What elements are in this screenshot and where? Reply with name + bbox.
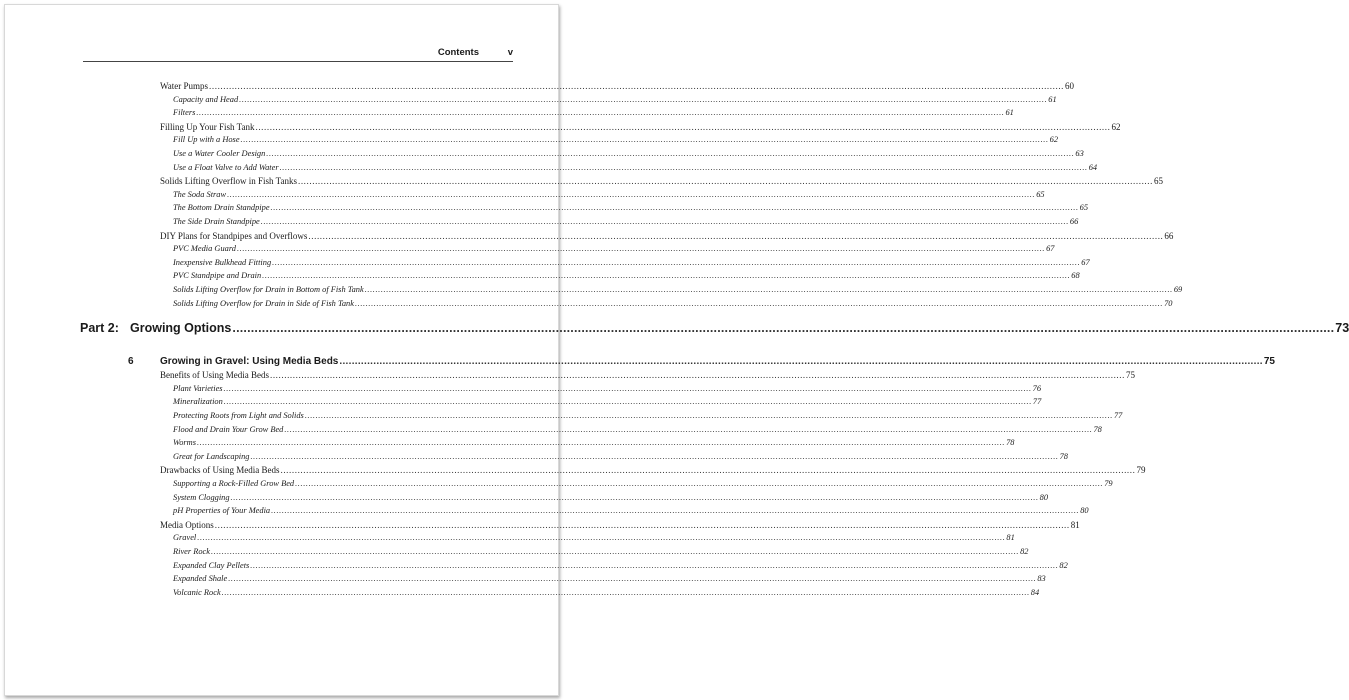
toc-entry-page: 65 [1153,176,1163,187]
toc-entry-title: Mineralization [173,397,223,407]
toc-subsection-entry [173,189,1045,199]
dot-leader: ............................................................................................................................................................................................................................................................................................................ [240,135,1049,145]
toc-entry-title: River Rock [173,547,210,556]
toc-subsection-entry [173,438,1015,448]
dot-leader: ............................................................................................................................................................................................................................................................................................................ [304,411,1113,420]
toc-entry-title: Gravel [173,533,197,543]
toc-subsection-entry [173,271,1080,281]
toc-entry-title: Solids Lifting Overflow for Drain in Bottom of Fish Tank [173,285,364,294]
toc-subsection-entry [173,424,1102,434]
toc-entry-page: 67 [1081,257,1090,267]
toc-entry-page: 64 [1088,162,1098,172]
toc-subsection-entry [173,506,1089,516]
toc-entry-title: Expanded Shale [173,574,228,584]
toc-entry-page: 81 [1070,519,1080,530]
header-page-number: v [507,47,513,58]
toc-entry-title: PVC Media Guard [173,244,236,254]
toc-subsection-entry [173,298,1173,308]
dot-leader: ............................................................................................................................................................................................................................................................................................................ [210,547,1020,556]
toc-entry-page: 65 [1036,189,1045,199]
dot-leader: ............................................................................................................................................................................................................................................................................................................ [269,370,1125,381]
toc-chapter-entry [128,356,1275,368]
toc-subsection-entry [173,162,1098,172]
dot-leader: ............................................................................................................................................................................................................................................................................................................ [270,203,1079,213]
toc-subsection-entry [173,411,1123,420]
toc-entry-title: Expanded Clay Pellets [173,560,250,570]
dot-leader: ............................................................................................................................................................................................................................................................................................................ [308,230,1164,241]
toc-section-entry [160,465,1146,476]
toc-entry-title: Worms [173,438,196,448]
toc-entry-title: Solids Lifting Overflow for Drain in Side of Fish Tank [173,298,354,308]
dot-leader: ............................................................................................................................................................................................................................................................................................................ [196,438,1006,448]
toc-entry-page: 62 [1049,135,1059,145]
dot-leader: ............................................................................................................................................................................................................................................................................................................ [295,479,1104,488]
toc-subsection-entry [173,108,1014,118]
toc-entry-page: 76 [1032,383,1042,393]
toc-entry-page: 82 [1020,547,1029,556]
toc-entry-page: 82 [1059,560,1068,570]
dot-leader: ............................................................................................................................................................................................................................................................................................................ [239,94,1048,104]
toc-entry-page: 80 [1039,492,1049,502]
header-title: Contents [437,47,479,58]
toc-entry-page: 78 [1006,438,1015,448]
dot-leader: ............................................................................................................................................................................................................................................................................................................ [260,217,1069,226]
toc-entry-page: 61 [1005,108,1014,118]
toc-entry-page: 69 [1173,285,1183,294]
toc-section-entry [160,176,1163,187]
toc-subsection-entry [173,451,1068,461]
dot-leader: ............................................................................................................................................................................................................................................................................................................ [230,492,1039,502]
toc-section-entry [160,81,1075,91]
toc-entry-page: 78 [1093,424,1102,434]
toc-entry-number: Part 2: [80,321,119,336]
toc-entry-page: 77 [1113,411,1123,420]
toc-entry-page: 63 [1075,149,1084,158]
toc-entry-page: 80 [1080,506,1089,516]
dot-leader: ............................................................................................................................................................................................................................................................................................................ [232,321,1335,336]
dot-leader: ............................................................................................................................................................................................................................................................................................................ [266,149,1075,158]
toc-entry-page: 78 [1059,451,1068,461]
dot-leader: ............................................................................................................................................................................................................................................................................................................ [280,465,1136,476]
toc-subsection-entry [173,203,1089,213]
toc-entry-title: System Clogging [173,492,230,502]
toc-entry-number: 6 [128,356,134,368]
toc-subsection-entry [173,94,1057,104]
toc-entry-page: 70 [1164,298,1173,308]
toc-entry-page: 83 [1037,574,1046,584]
toc-subsection-entry [173,533,1015,543]
toc-section-entry [160,230,1174,241]
dot-leader: ............................................................................................................................................................................................................................................................................................................ [255,121,1111,132]
toc-subsection-entry [173,574,1046,584]
toc-section-entry [160,519,1080,530]
toc-entry-title: Drawbacks of Using Media Beds [160,465,280,476]
dot-leader: ............................................................................................................................................................................................................................................................................................................ [236,244,1046,254]
dot-leader: ............................................................................................................................................................................................................................................................................................................ [227,189,1036,199]
dot-leader: ............................................................................................................................................................................................................................................................................................................ [197,533,1006,543]
dot-leader: ............................................................................................................................................................................................................................................................................................................ [221,587,1030,597]
dot-leader: ............................................................................................................................................................................................................................................................................................................ [223,397,1032,407]
toc-entry-page: 68 [1071,271,1080,281]
toc-entry-title: Media Options [160,519,214,530]
toc-entry-title: Plant Varieties [173,383,223,393]
toc-subsection-entry [173,217,1079,226]
toc-entry-title: Supporting a Rock-Filled Grow Bed [173,479,295,488]
running-header [83,43,513,62]
toc-entry-title: Inexpensive Bulkhead Fitting [173,257,272,267]
toc-entry-page: 75 [1263,356,1275,368]
dot-leader: ............................................................................................................................................................................................................................................................................................................ [228,574,1037,584]
toc-subsection-entry [173,397,1042,407]
toc-entry-page: 77 [1032,397,1042,407]
dot-leader: ............................................................................................................................................................................................................................................................................................................ [339,356,1263,368]
dot-leader: ............................................................................................................................................................................................................................................................................................................ [272,257,1081,267]
toc-entry-page: 62 [1111,121,1121,132]
dot-leader: ............................................................................................................................................................................................................................................................................................................ [271,506,1080,516]
toc-entry-title: Filters [173,108,196,118]
toc-entry-page: 60 [1065,81,1075,91]
toc-entry-title: Flood and Drain Your Grow Bed [173,424,284,434]
toc-subsection-entry [173,479,1113,488]
toc-entry-title: Great for Landscaping [173,451,250,461]
dot-leader: ............................................................................................................................................................................................................................................................................................................ [223,383,1032,393]
toc-entry-page: 65 [1079,203,1089,213]
dot-leader: ............................................................................................................................................................................................................................................................................................................ [250,560,1059,570]
toc-entry-title: Benefits of Using Media Beds [160,370,269,381]
toc-entry-page: 61 [1048,94,1057,104]
toc-section-entry [160,121,1121,132]
toc-entry-title: Filling Up Your Fish Tank [160,121,255,132]
toc-entry-page: 84 [1030,587,1040,597]
toc-subsection-entry [173,547,1029,556]
toc-entry-page: 79 [1136,465,1146,476]
toc-entry-title: PVC Standpipe and Drain [173,271,262,281]
toc-entry-title: Use a Water Cooler Design [173,149,266,158]
dot-leader: ............................................................................................................................................................................................................................................................................................................ [364,285,1173,294]
toc-entry-title: The Bottom Drain Standpipe [173,203,270,213]
toc-subsection-entry [173,560,1068,570]
toc-entry-page: 66 [1069,217,1079,226]
toc-entry-title: Protecting Roots from Light and Solids [173,411,304,420]
toc-section-entry [160,370,1135,381]
toc-entry-title: pH Properties of Your Media [173,506,271,516]
dot-leader: ............................................................................................................................................................................................................................................................................................................ [297,176,1153,187]
dot-leader: ............................................................................................................................................................................................................................................................................................................ [279,162,1088,172]
dot-leader: ............................................................................................................................................................................................................................................................................................................ [196,108,1005,118]
toc-entry-title: DIY Plans for Standpipes and Overflows [160,230,308,241]
toc-subsection-entry [173,244,1055,254]
toc-entry-page: 81 [1006,533,1015,543]
toc-entry-title: Volcanic Rock [173,587,221,597]
toc-entry-page: 75 [1125,370,1135,381]
toc-subsection-entry [173,492,1049,502]
toc-part-entry [80,321,1349,336]
toc-subsection-entry [173,383,1042,393]
dot-leader: ............................................................................................................................................................................................................................................................................................................ [214,519,1070,530]
toc-entry-page: 79 [1104,479,1113,488]
toc-entry-title: The Soda Straw [173,189,227,199]
dot-leader: ............................................................................................................................................................................................................................................................................................................ [250,451,1059,461]
toc-entry-title: Growing in Gravel: Using Media Beds [160,356,339,368]
toc-entry-title: The Side Drain Standpipe [173,217,260,226]
toc-entry-page: 67 [1046,244,1055,254]
toc-subsection-entry [173,257,1090,267]
toc-entry-title: Growing Options [130,321,232,336]
dot-leader: ............................................................................................................................................................................................................................................................................................................ [209,81,1065,91]
toc-subsection-entry [173,135,1059,145]
toc-entry-page: 66 [1164,230,1174,241]
toc-entry-title: Solids Lifting Overflow in Fish Tanks [160,176,297,187]
toc-entry-page: 73 [1335,321,1349,336]
dot-leader: ............................................................................................................................................................................................................................................................................................................ [354,298,1164,308]
dot-leader: ............................................................................................................................................................................................................................................................................................................ [262,271,1071,281]
toc-subsection-entry [173,149,1084,158]
toc-entry-title: Capacity and Head [173,94,239,104]
toc-entry-title: Use a Float Valve to Add Water [173,162,279,172]
toc-subsection-entry [173,587,1040,597]
toc-entry-title: Water Pumps [160,81,209,91]
dot-leader: ............................................................................................................................................................................................................................................................................................................ [284,424,1093,434]
toc-subsection-entry [173,285,1183,294]
toc-entry-title: Fill Up with a Hose [173,135,240,145]
